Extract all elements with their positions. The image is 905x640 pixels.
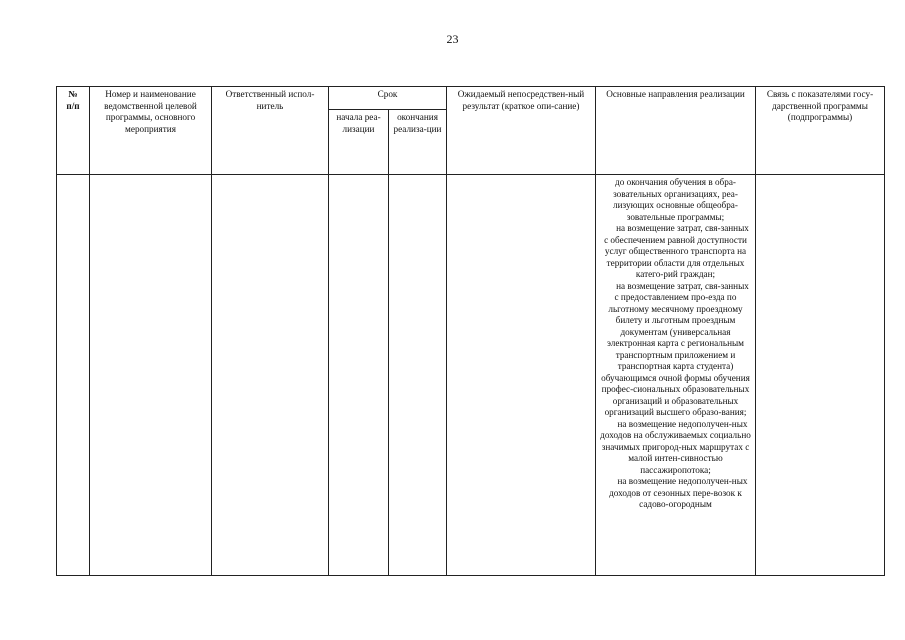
directions-paragraph: на возмещение недополучен-ных доходов на обслуживаемых социально значимых пригород-ных маршрутах с малой интен-сивностью пассажиропотока; [600, 418, 751, 475]
directions-paragraph: на возмещение затрат, свя-занных с обеспечением равной доступности услуг общественного транспорта на территории области для отдельных катего-рий граждан; [604, 223, 749, 279]
cell-directions [596, 175, 756, 576]
cell-link [756, 175, 885, 576]
header-num: № п/п [57, 87, 90, 175]
header-link: Связь с показателями госу-дарственной программы (подпрограммы) [756, 87, 885, 175]
directions-paragraph: до окончания обучения в обра-зовательных организациях, реа-лизующих основные общеобра-зовательные программы; [613, 177, 738, 222]
cell-num [57, 175, 90, 576]
directions-paragraph: на возмещение затрат, свя-занных с предоставлением про-езда по льготному месячному проездному билету и льготным проездным документам (универсальная электронная карта с региональным транспортным приложением и транспортная карта студента) обучающимся очной формы обучения профес-сиональных образовательных организаций и образовательных организаций высшего образо-вания; [601, 280, 750, 417]
table-row [57, 175, 885, 576]
header-executor: Ответственный испол-нитель [212, 87, 329, 175]
header-directions: Основные направления реализации [596, 87, 756, 175]
program-table [56, 86, 885, 576]
header-term-end: окончания реализа-ции [389, 110, 447, 175]
cell-result [447, 175, 596, 576]
cell-term-end [389, 175, 447, 576]
header-term-start: начала реа-лизации [329, 110, 389, 175]
cell-term-start [329, 175, 389, 576]
header-result: Ожидаемый непосредствен-ный результат (краткое опи-сание) [447, 87, 596, 175]
header-program: Номер и наименование ведомственной целевой программы, основного мероприятия [90, 87, 212, 175]
cell-program [90, 175, 212, 576]
header-term: Срок [329, 87, 447, 110]
header-row [57, 87, 885, 110]
cell-executor [212, 175, 329, 576]
page-number: 23 [446, 32, 459, 46]
directions-paragraph: на возмещение недополучен-ных доходов от сезонных пере-возок к садово-огородным [609, 476, 748, 509]
